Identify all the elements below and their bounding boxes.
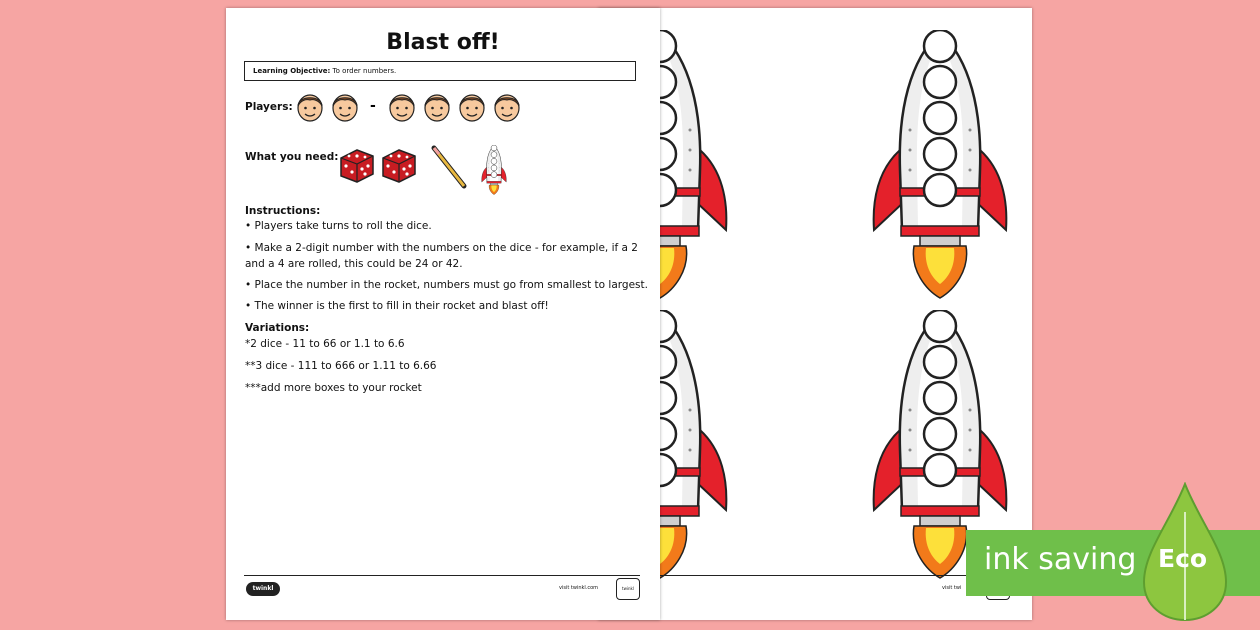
learning-objective-box: [244, 61, 636, 81]
players-label: Players:: [245, 101, 293, 113]
twinkl-logo: twinkl: [246, 582, 280, 596]
instructions-label: Instructions:: [245, 205, 321, 217]
page-title: Blast off!: [386, 30, 500, 55]
rocket-icon: [480, 145, 508, 195]
player-face-icon: [457, 91, 487, 123]
player-face-icon: [295, 91, 325, 123]
footer-divider: [244, 575, 640, 576]
footer-visit: visit twinkl.com: [559, 585, 599, 591]
player-face-icon: [330, 91, 360, 123]
player-face-icon: [387, 91, 417, 123]
pencil-icon: [430, 144, 470, 190]
objective-text: To order numbers.: [332, 67, 397, 75]
variation-line: **3 dice - 111 to 666 or 1.11 to 6.66: [245, 360, 437, 372]
rocket-sheet: [598, 8, 1032, 620]
players-range-dash: -: [370, 98, 376, 114]
need-label: What you need:: [245, 151, 339, 163]
player-face-icon: [492, 91, 522, 123]
objective-label: Learning Objective:: [253, 67, 331, 75]
rocket-image: [870, 30, 1010, 300]
instruction-line: • Make a 2-digit number with the numbers on the dice - for example, if a 2: [245, 242, 638, 254]
instruction-line: • The winner is the first to fill in their rocket and blast off!: [245, 300, 549, 312]
ink-saving-text: ink saving: [984, 542, 1137, 577]
eco-label: Eco: [1158, 544, 1208, 573]
dice-icon: [337, 144, 377, 184]
footer-badge: twinkl: [616, 578, 640, 600]
player-face-icon: [422, 91, 452, 123]
footer-visit: visit twi: [942, 585, 962, 591]
instruction-sheet: [226, 8, 660, 620]
instruction-line: • Players take turns to roll the dice.: [245, 220, 432, 232]
instruction-line: and a 4 are rolled, this could be 24 or 42.: [245, 258, 463, 270]
dice-icon: [379, 144, 419, 184]
variation-line: *2 dice - 11 to 66 or 1.1 to 6.6: [245, 338, 405, 350]
variation-line: ***add more boxes to your rocket: [245, 382, 422, 394]
variations-label: Variations:: [245, 322, 310, 334]
instruction-line: • Place the number in the rocket, numbers must go from smallest to largest.: [245, 279, 648, 291]
